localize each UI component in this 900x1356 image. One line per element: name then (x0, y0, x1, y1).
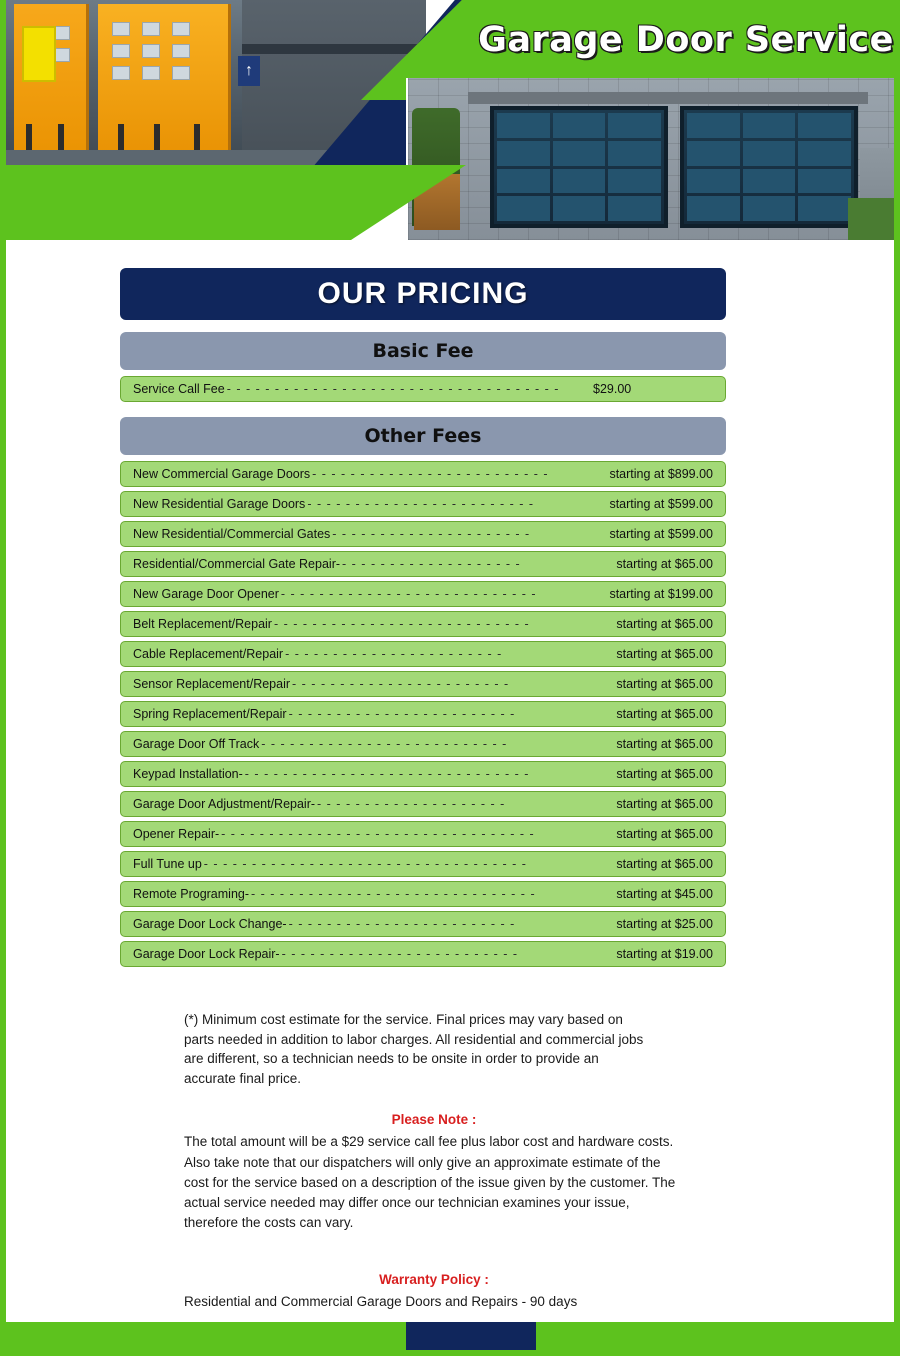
table-row (120, 461, 726, 487)
yellow-panel (22, 26, 56, 82)
fee-label: Service Call Fee (133, 382, 225, 396)
other-fees-heading: Other Fees (120, 417, 726, 455)
fee-price: starting at $65.00 (616, 647, 713, 661)
glass-pane (608, 141, 661, 166)
leader-dots: - - - - - - - - - - - - - - - - - - - - - - - - (307, 497, 535, 511)
fee-label: Garage Door Off Track (133, 737, 260, 751)
leader-dots: - - - - - - - - - - - - - - - - - - - - - - - - (288, 707, 516, 721)
door-window (112, 22, 130, 36)
leader-dots: - - - - - - - - - - - - - - - - - - - - - - - - - - - (273, 617, 530, 631)
fee-label: Garage Door Adjustment/Repair- (133, 797, 316, 811)
please-note-body: The total amount will be a $29 service call fee plus labor cost and hardware costs. Also take note that our dispatchers will only give an approximate estimate of the cost for the service based on a description of the issue given by the customer. The actual service needed may differ once our technician examines your issue, therefore the costs can vary. (184, 1134, 676, 1231)
door-window (172, 44, 190, 58)
fee-label: Garage Door Lock Change- (133, 917, 287, 931)
table-row (120, 581, 726, 607)
glass-pane (553, 113, 606, 138)
door-window (142, 66, 160, 80)
fee-price: starting at $599.00 (609, 497, 713, 511)
pricing-banner: OUR PRICING (120, 268, 726, 320)
fee-price: starting at $65.00 (616, 617, 713, 631)
fee-label: Opener Repair- (133, 827, 220, 841)
leader-dots: - - - - - - - - - - - - - - - - - - - - - - - - - - - - - - - - - - - (226, 382, 560, 396)
fee-label: Sensor Replacement/Repair (133, 677, 291, 691)
table-row (120, 731, 726, 757)
warranty-block (184, 1270, 684, 1313)
fee-price: starting at $65.00 (616, 707, 713, 721)
pricing-content (6, 240, 900, 1350)
fee-label: Keypad Installation- (133, 767, 243, 781)
disclaimer-text: (*) Minimum cost estimate for the service. Final prices may vary based on parts needed in addition to labor charges. All residential and commercial jobs are different, so a technician needs to be onsite in order to provide an accurate final price. (184, 1012, 644, 1086)
glass-pane (687, 196, 740, 221)
leader-dots: - - - - - - - - - - - - - - - - - - - - (317, 797, 506, 811)
fee-price: starting at $65.00 (616, 797, 713, 811)
glass-pane (687, 169, 740, 194)
glass-pane (687, 141, 740, 166)
door-stripe (58, 124, 64, 150)
fee-price: starting at $65.00 (616, 557, 713, 571)
glass-pane (743, 141, 796, 166)
leader-dots: - - - - - - - - - - - - - - - - - - - - - - - (285, 647, 503, 661)
fee-label: Cable Replacement/Repair (133, 647, 284, 661)
glass-pane (743, 196, 796, 221)
fee-price: starting at $45.00 (616, 887, 713, 901)
glass-pane (608, 196, 661, 221)
table-row (120, 881, 726, 907)
table-row (120, 821, 726, 847)
leader-dots: - - - - - - - - - - - - - - - - - - - - - - - (292, 677, 510, 691)
door-window (112, 44, 130, 58)
fee-label: New Commercial Garage Doors (133, 467, 311, 481)
arrow-up-icon: ↑ (238, 56, 260, 86)
glass-pane (798, 169, 851, 194)
glass-pane (743, 169, 796, 194)
glass-pane (497, 196, 550, 221)
glass-pane (553, 141, 606, 166)
header-beam (468, 92, 868, 104)
leader-dots: - - - - - - - - - - - - - - - - - - - - - - - - - - (261, 737, 508, 751)
fee-price: starting at $199.00 (609, 587, 713, 601)
warranty-body: Residential and Commercial Garage Doors and Repairs - 90 days (184, 1294, 578, 1310)
green-lower-wedge (6, 165, 466, 240)
glass-garage-door-right (680, 106, 858, 228)
leader-dots: - - - - - - - - - - - - - - - - - - - - - - - - - - - (280, 587, 537, 601)
fee-label: New Garage Door Opener (133, 587, 279, 601)
table-row (120, 611, 726, 637)
glass-pane (687, 113, 740, 138)
roofline-shape (242, 44, 426, 54)
glass-pane (553, 196, 606, 221)
glass-pane (608, 169, 661, 194)
glass-pane (608, 113, 661, 138)
fee-price: starting at $65.00 (616, 677, 713, 691)
please-note-title: Please Note : (391, 1112, 477, 1127)
glass-pane (743, 113, 796, 138)
glass-pane (798, 141, 851, 166)
door-window (172, 22, 190, 36)
fee-label: Residential/Commercial Gate Repair- (133, 557, 341, 571)
hedge-shape (848, 198, 900, 240)
leader-dots: - - - - - - - - - - - - - - - - - - - (342, 557, 521, 571)
glass-pane (497, 113, 550, 138)
door-window (112, 66, 130, 80)
fee-label: New Residential Garage Doors (133, 497, 306, 511)
table-row (120, 911, 726, 937)
table-row (120, 491, 726, 517)
fee-price: starting at $599.00 (609, 527, 713, 541)
leader-dots: - - - - - - - - - - - - - - - - - - - - - (332, 527, 531, 541)
fee-price: starting at $19.00 (616, 947, 713, 961)
fee-price: starting at $65.00 (616, 767, 713, 781)
door-stripe (118, 124, 124, 150)
fee-label: Spring Replacement/Repair (133, 707, 287, 721)
door-stripe (26, 124, 32, 150)
door-stripe (194, 124, 200, 150)
fee-label: New Residential/Commercial Gates (133, 527, 331, 541)
glass-pane (553, 169, 606, 194)
glass-pane (798, 196, 851, 221)
glass-pane (798, 113, 851, 138)
leader-dots: - - - - - - - - - - - - - - - - - - - - - - - - - - - - - - - - - - (203, 857, 527, 871)
leader-dots: - - - - - - - - - - - - - - - - - - - - - - - - - - - - - - (251, 887, 536, 901)
door-stripe (154, 124, 160, 150)
fee-price: starting at $65.00 (616, 737, 713, 751)
leader-dots: - - - - - - - - - - - - - - - - - - - - - - - - - (281, 947, 519, 961)
fee-price: starting at $25.00 (616, 917, 713, 931)
door-window (142, 22, 160, 36)
glass-pane (497, 169, 550, 194)
leader-dots: - - - - - - - - - - - - - - - - - - - - - - - - - - - - - - (244, 767, 530, 781)
table-row (120, 851, 726, 877)
footer-navy-accent (406, 1322, 536, 1350)
leader-dots: - - - - - - - - - - - - - - - - - - - - - - - - (288, 917, 516, 931)
glass-garage-door-left (490, 106, 668, 228)
residential-garage-photo (406, 78, 900, 240)
header-banner (6, 0, 900, 240)
table-row (120, 551, 726, 577)
fee-price: starting at $65.00 (616, 857, 713, 871)
table-row (120, 701, 726, 727)
leader-dots: - - - - - - - - - - - - - - - - - - - - - - - - - (312, 467, 549, 481)
glass-pane (497, 141, 550, 166)
table-row (120, 641, 726, 667)
door-window (142, 44, 160, 58)
orange-door-right (98, 4, 231, 172)
warranty-title: Warranty Policy : (379, 1272, 489, 1287)
table-row (120, 791, 726, 817)
fee-price: starting at $65.00 (616, 827, 713, 841)
fee-label: Full Tune up (133, 857, 202, 871)
table-row (120, 671, 726, 697)
leader-dots: - - - - - - - - - - - - - - - - - - - - - - - - - - - - - - - - - (221, 827, 535, 841)
fee-label: Belt Replacement/Repair (133, 617, 272, 631)
fee-price: starting at $899.00 (609, 467, 713, 481)
page-title: Garage Door Service (478, 20, 894, 60)
table-row (120, 761, 726, 787)
table-row (120, 941, 726, 967)
fee-label: Remote Programing- (133, 887, 250, 901)
fee-price: $29.00 (593, 382, 632, 396)
basic-fee-heading: Basic Fee (120, 332, 726, 370)
door-window (172, 66, 190, 80)
please-note-block (184, 1110, 684, 1234)
fee-label: Garage Door Lock Repair- (133, 947, 280, 961)
table-row (120, 376, 726, 402)
table-row (120, 521, 726, 547)
footer-bar (6, 1322, 900, 1350)
